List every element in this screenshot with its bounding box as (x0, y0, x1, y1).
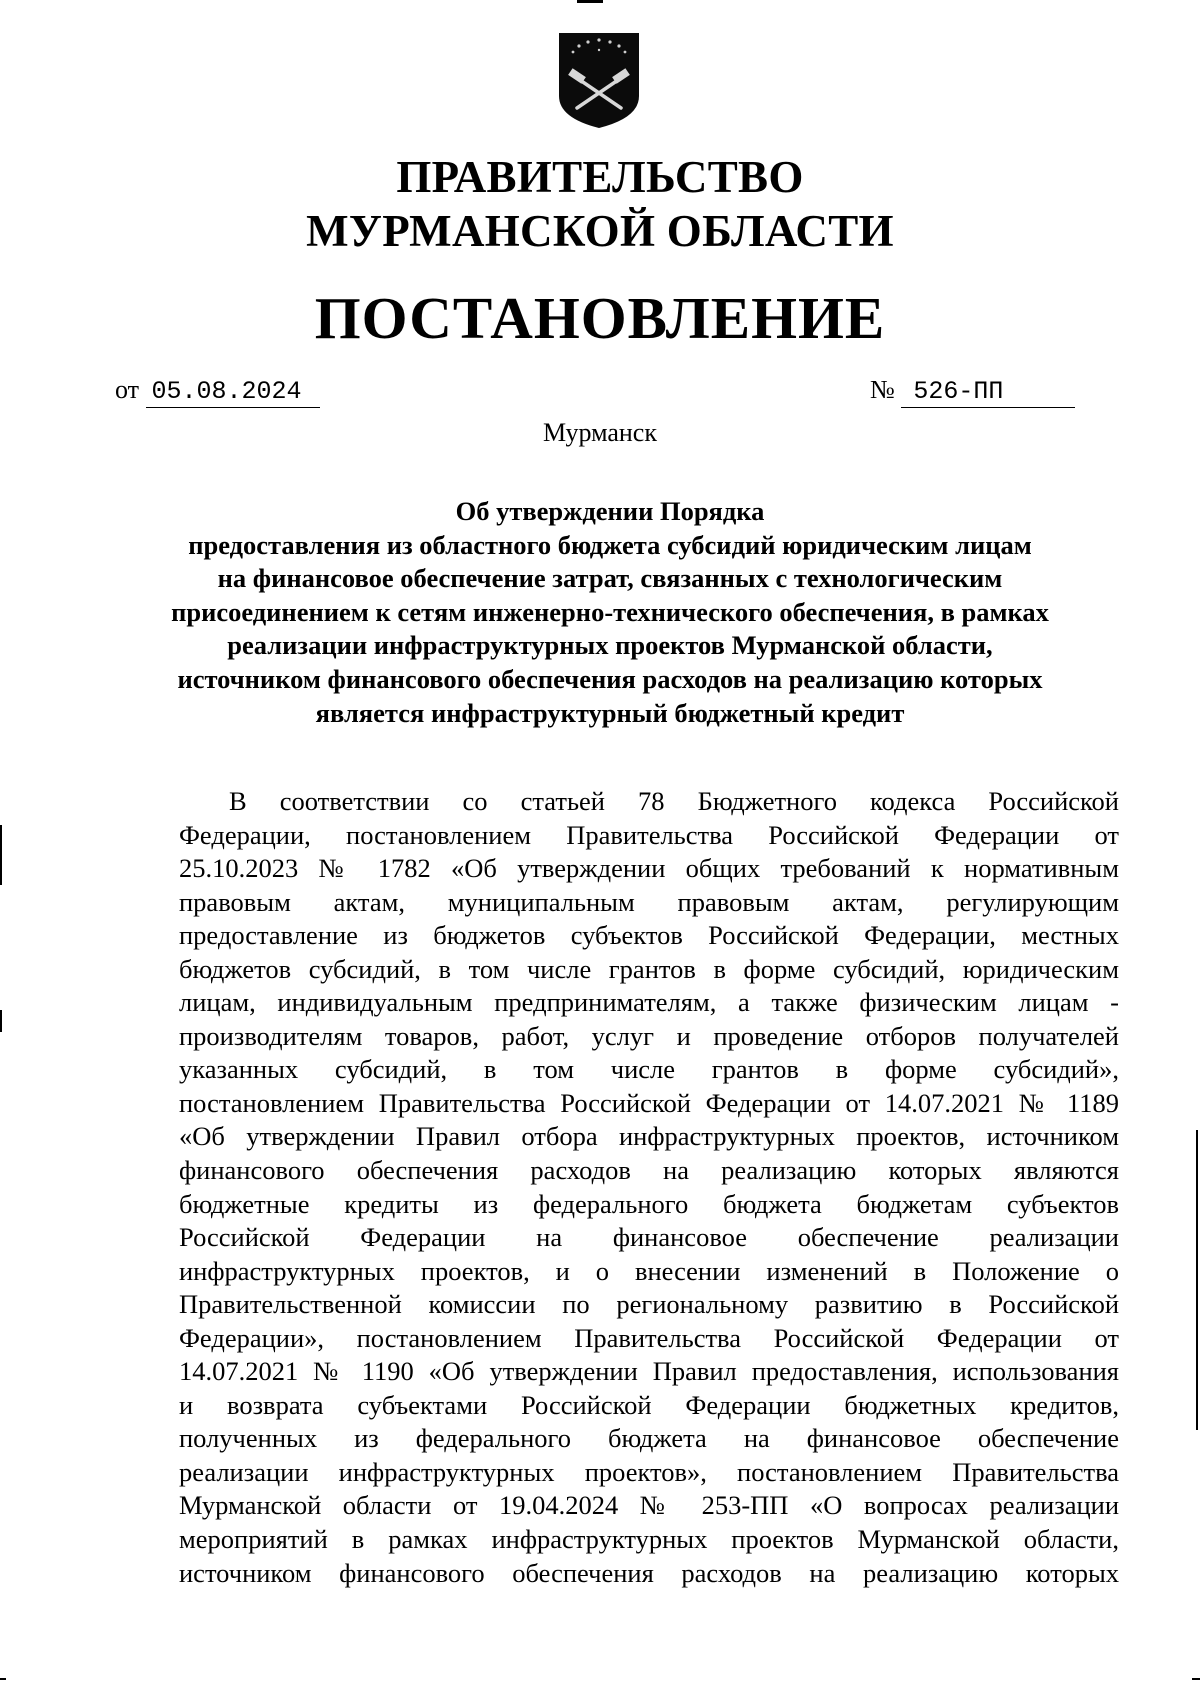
organization-title-line1: ПРАВИТЕЛЬСТВО (396, 152, 804, 202)
number-prefix: № (870, 375, 895, 404)
body-line: бюджетов субсидий, в том числе грантов в форме субсидий, юридическим (179, 953, 1119, 984)
subject-line: источником финансового обеспечения расходов на реализацию которых (177, 663, 1043, 694)
body-line: постановлением Правительства Российской Федерации от 14.07.2021 № 1189 (179, 1087, 1119, 1118)
document-date: 05.08.2024 (146, 377, 320, 408)
body-line: 25.10.2023 № 1782 «Об утверждении общих требований к нормативным (179, 853, 1119, 884)
body-line: В соответствии со статьей 78 Бюджетного кодекса Российской (229, 786, 1119, 816)
scan-edge-mark (0, 1010, 2, 1032)
body-line: Правительственной комиссии по региональному развитию в Российской (179, 1289, 1119, 1320)
subject-line: присоединением к сетям инженерно-технического обеспечения, в рамках (171, 596, 1049, 627)
document-type-title: ПОСТАНОВЛЕНИЕ (314, 285, 886, 351)
scan-edge-mark (1192, 1678, 1200, 1680)
subject-line: на финансовое обеспечение затрат, связанных с технологическим (217, 563, 1003, 594)
body-line: правовым актам, муниципальным правовым актам, регулирующим (179, 886, 1119, 917)
body-line: мероприятий в рамках инфраструктурных проектов Мурманской области, (179, 1524, 1119, 1555)
scan-edge-mark (0, 825, 2, 885)
body-line: реализации инфраструктурных проектов», постановлением Правительства (179, 1456, 1119, 1487)
body-line: инфраструктурных проектов, и о внесении изменений в Положение о (179, 1255, 1119, 1286)
date-prefix: от (115, 375, 140, 404)
subject-line: Об утверждении Порядка (455, 496, 765, 526)
organization-title-line2: МУРМАНСКОЙ ОБЛАСТИ (306, 206, 894, 256)
body-line: лицам, индивидуальным предпринимателям, а также физическим лицам - (179, 987, 1119, 1018)
body-line: Федерации, постановлением Правительства Российской Федерации от (179, 819, 1119, 850)
body-line: Мурманской области от 19.04.2024 № 253-ПП «О вопросах реализации (179, 1490, 1119, 1521)
resolution-subject (150, 495, 1070, 730)
body-line: финансового обеспечения расходов на реализацию которых являются (179, 1155, 1119, 1186)
body-line: бюджетные кредиты из федерального бюджета бюджетам субъектов (179, 1188, 1119, 1219)
document-number: 526-ПП (901, 377, 1075, 408)
body-line: 14.07.2021 № 1190 «Об утверждении Правил предоставления, использования (179, 1356, 1119, 1387)
subject-line: реализации инфраструктурных проектов Мурманской области, (227, 630, 993, 661)
body-paragraph (179, 785, 1119, 1590)
coat-of-arms-icon (555, 30, 643, 130)
organization-title (0, 150, 1200, 258)
body-line: Федерации», постановлением Правительства Российской Федерации от (179, 1322, 1119, 1353)
body-line: предоставление из бюджетов субъектов Российской Федерации, местных (179, 920, 1119, 951)
body-line: Российской Федерации на финансовое обеспечение реализации (179, 1222, 1119, 1253)
scan-edge-mark (0, 1678, 6, 1680)
body-line: указанных субсидий, в том числе грантов в форме субсидий», (179, 1054, 1119, 1085)
subject-line: является инфраструктурный бюджетный кредит (315, 697, 905, 728)
city-name: Мурманск (543, 418, 657, 447)
date-number-row (0, 375, 1200, 411)
scan-edge-mark (1196, 1130, 1198, 1430)
number-block (870, 375, 1075, 408)
body-line: источником финансового обеспечения расходов на реализацию которых (179, 1557, 1119, 1588)
subject-line: предоставления из областного бюджета субсидий юридическим лицам (188, 529, 1032, 560)
body-line: производителям товаров, работ, услуг и проведение отборов получателей (179, 1020, 1119, 1051)
body-line: полученных из федерального бюджета на финансовое обеспечение (179, 1423, 1119, 1454)
date-block (115, 375, 320, 408)
scan-mark (577, 0, 603, 3)
body-line: «Об утверждении Правил отбора инфраструктурных проектов, источником (179, 1121, 1119, 1152)
body-line: и возврата субъектами Российской Федерации бюджетных кредитов, (179, 1389, 1119, 1420)
